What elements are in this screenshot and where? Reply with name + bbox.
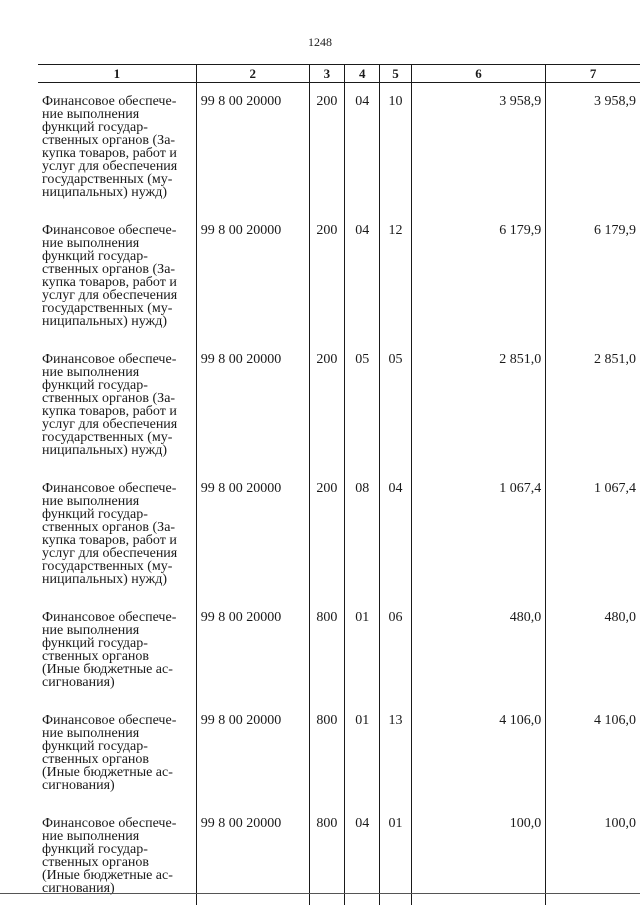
row-vr: 800	[309, 702, 344, 805]
row-rz: 01	[345, 599, 380, 702]
row-vr: 200	[309, 83, 344, 213]
row-rz: 05	[345, 341, 380, 470]
header-col-3: 3	[309, 65, 344, 83]
row-sum-2: 480,0	[546, 599, 640, 702]
row-rz: 08	[345, 470, 380, 599]
row-sum-2: 2 851,0	[546, 341, 640, 470]
row-vr: 800	[309, 805, 344, 905]
header-col-2: 2	[196, 65, 309, 83]
row-sum-1: 3 958,9	[411, 83, 546, 213]
header-row	[38, 65, 640, 83]
row-pr: 01	[380, 805, 411, 905]
row-name: Финансовое обеспече- ние выполнения функций государ- ственных органов (Иные бюджетные ас- сигнования)	[42, 713, 177, 793]
row-name: Финансовое обеспече- ние выполнения функций государ- ственных органов (За- купка товаров, работ и услуг для обеспечения государственных (му- ниципальных) нужд)	[42, 94, 178, 200]
row-kcsr: 99 8 00 20000	[196, 212, 309, 341]
row-pr: 06	[380, 599, 411, 702]
table-row	[38, 470, 640, 599]
table-row	[38, 805, 640, 905]
row-vr: 200	[309, 341, 344, 470]
row-sum-1: 2 851,0	[411, 341, 546, 470]
header-col-7: 7	[546, 65, 640, 83]
row-name: Финансовое обеспече- ние выполнения функций государ- ственных органов (Иные бюджетные ас- сигнования)	[42, 610, 177, 690]
row-vr: 200	[309, 470, 344, 599]
row-pr: 05	[380, 341, 411, 470]
row-rz: 04	[345, 212, 380, 341]
table-row	[38, 212, 640, 341]
row-rz: 04	[345, 805, 380, 905]
page-bottom-rule	[0, 893, 640, 894]
header-col-6: 6	[411, 65, 546, 83]
row-kcsr: 99 8 00 20000	[196, 599, 309, 702]
row-sum-2: 100,0	[546, 805, 640, 905]
table-row	[38, 341, 640, 470]
header-col-4: 4	[345, 65, 380, 83]
row-kcsr: 99 8 00 20000	[196, 341, 309, 470]
row-sum-2: 4 106,0	[546, 702, 640, 805]
row-kcsr: 99 8 00 20000	[196, 805, 309, 905]
row-pr: 10	[380, 83, 411, 213]
row-pr: 12	[380, 212, 411, 341]
table-row	[38, 83, 640, 213]
row-sum-2: 6 179,9	[546, 212, 640, 341]
row-rz: 01	[345, 702, 380, 805]
row-rz: 04	[345, 83, 380, 213]
row-kcsr: 99 8 00 20000	[196, 702, 309, 805]
row-vr: 200	[309, 212, 344, 341]
row-pr: 13	[380, 702, 411, 805]
header-col-1: 1	[38, 65, 196, 83]
row-kcsr: 99 8 00 20000	[196, 470, 309, 599]
row-sum-1: 1 067,4	[411, 470, 546, 599]
row-vr: 800	[309, 599, 344, 702]
table-row	[38, 599, 640, 702]
row-sum-1: 100,0	[411, 805, 546, 905]
row-pr: 04	[380, 470, 411, 599]
row-sum-2: 3 958,9	[546, 83, 640, 213]
row-sum-1: 480,0	[411, 599, 546, 702]
row-name: Финансовое обеспече- ние выполнения функций государ- ственных органов (За- купка товаров, работ и услуг для обеспечения государственных (му- ниципальных) нужд)	[42, 481, 178, 587]
row-sum-2: 1 067,4	[546, 470, 640, 599]
header-col-5: 5	[380, 65, 411, 83]
row-sum-1: 4 106,0	[411, 702, 546, 805]
row-name: Финансовое обеспече- ние выполнения функций государ- ственных органов (За- купка товаров, работ и услуг для обеспечения государственных (му- ниципальных) нужд)	[42, 223, 178, 329]
table-row	[38, 702, 640, 805]
row-name: Финансовое обеспече- ние выполнения функций государ- ственных органов (Иные бюджетные ас- сигнования)	[42, 816, 177, 896]
row-kcsr: 99 8 00 20000	[196, 83, 309, 213]
row-name: Финансовое обеспече- ние выполнения функций государ- ственных органов (За- купка товаров, работ и услуг для обеспечения государственных (му- ниципальных) нужд)	[42, 352, 178, 458]
budget-table	[38, 64, 640, 905]
row-sum-1: 6 179,9	[411, 212, 546, 341]
page-number: 1248	[308, 35, 332, 49]
